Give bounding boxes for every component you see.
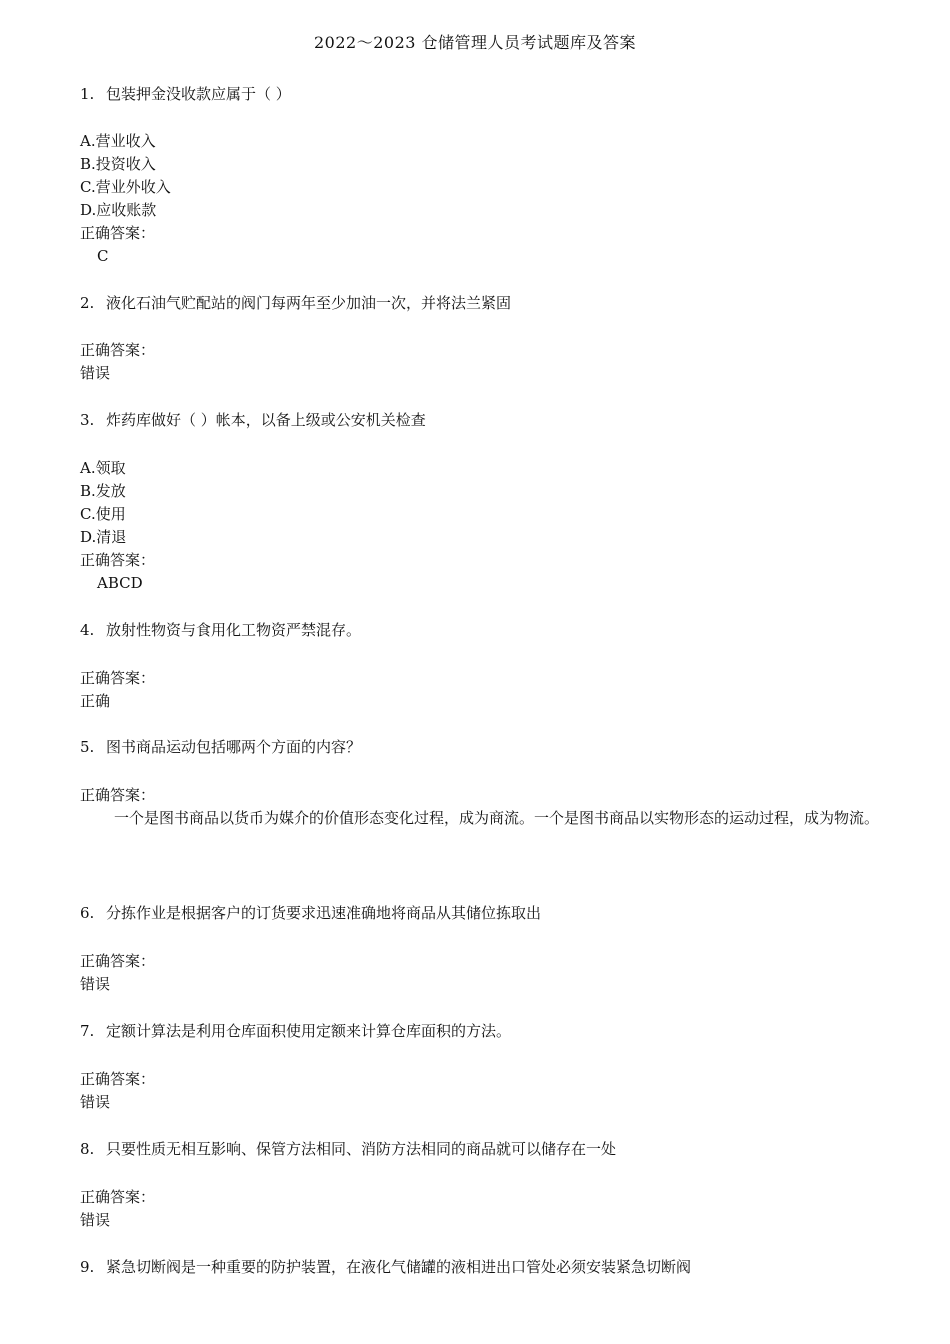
option-d: D.清退 [80,528,127,546]
answer-value: C [97,247,109,265]
question-6 [80,902,541,924]
answer-label: 正确答案： [80,786,156,804]
option-c: C.使用 [80,505,126,523]
question-text: 包装押金没收款应属于（ ） [106,85,291,103]
answer-value: 错误 [80,1093,111,1111]
answer-value: 正确 [80,692,111,710]
answer-label: 正确答案： [80,669,156,687]
question-number: 6. [80,904,95,922]
question-number: 7. [80,1022,95,1040]
option-b: B.发放 [80,482,126,500]
page-title: 2022～2023 仓储管理人员考试题库及答案 [313,33,637,52]
question-text: 分拣作业是根据客户的订货要求迅速准确地将商品从其储位拣取出 [106,904,542,922]
question-text: 紧急切断阀是一种重要的防护装置，在液化气储罐的液相进出口管处必须安装紧急切断阀 [106,1258,692,1276]
question-9 [80,1256,691,1278]
answer-value: 错误 [80,364,111,382]
answer-label: 正确答案： [80,551,156,569]
option-a: A.营业收入 [80,132,156,150]
question-text: 炸药库做好（ ）帐本，以备上级或公安机关检查 [106,411,426,429]
option-b: B.投资收入 [80,155,156,173]
answer-label: 正确答案： [80,341,156,359]
answer-label: 正确答案： [80,1188,156,1206]
answer-value: 错误 [80,1211,111,1229]
question-2 [80,292,511,314]
question-number: 4. [80,621,95,639]
answer-label: 正确答案： [80,224,156,242]
question-number: 9. [80,1258,95,1276]
option-d: D.应收账款 [80,201,157,219]
answer-value: 错误 [80,975,111,993]
option-c: C.营业外收入 [80,178,171,196]
question-4 [80,619,361,641]
question-number: 8. [80,1140,95,1158]
question-number: 5. [80,738,95,756]
question-number: 1. [80,85,95,103]
question-text: 只要性质无相互影响、保管方法相同、消防方法相同的商品就可以储存在一处 [106,1140,617,1158]
answer-paragraph: 一个是图书商品以货币为媒介的价值形态变化过程，成为商流。一个是图书商品以实物形态的运动过程，成为物流。 [114,809,880,827]
question-text: 图书商品运动包括哪两个方面的内容？ [106,738,362,756]
question-text: 定额计算法是利用仓库面积使用定额来计算仓库面积的方法。 [106,1022,512,1040]
question-1 [80,83,291,105]
question-text: 液化石油气贮配站的阀门每两年至少加油一次，并将法兰紧固 [106,294,512,312]
answer-value: ABCD [97,574,143,592]
question-text: 放射性物资与食用化工物资严禁混存。 [106,621,362,639]
question-number: 2. [80,294,95,312]
question-5 [80,736,361,758]
question-3 [80,409,426,431]
question-8 [80,1138,616,1160]
answer-label: 正确答案： [80,952,156,970]
question-7 [80,1020,511,1042]
answer-label: 正确答案： [80,1070,156,1088]
option-a: A.领取 [80,459,126,477]
question-number: 3. [80,411,95,429]
